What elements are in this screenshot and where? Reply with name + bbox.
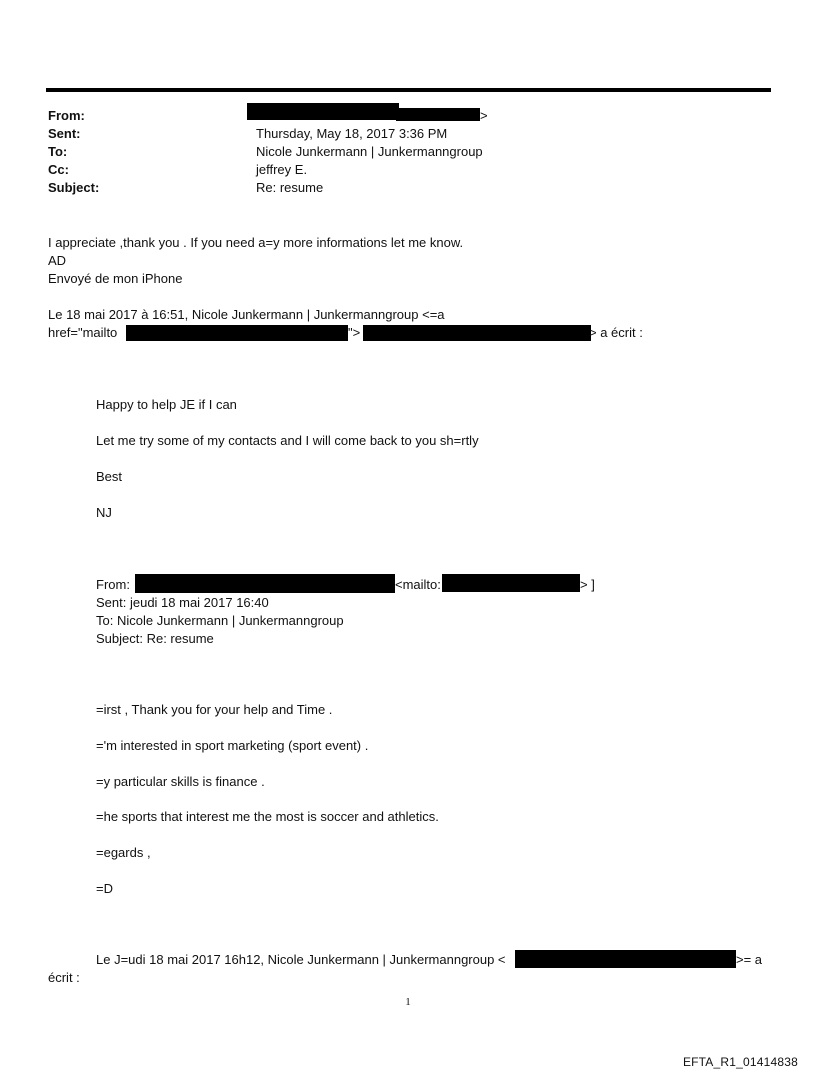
redaction-quote2-from-email (442, 574, 580, 592)
subject-label: Subject: (48, 180, 100, 195)
to-value: Nicole Junkermann | Junkermanngroup (256, 144, 483, 159)
quote2-body-line: =egards , (96, 845, 151, 860)
redaction-mailto-address (126, 325, 348, 341)
quote1-intro-line-1: Le 18 mai 2017 à 16:51, Nicole Junkermann | Junkermanngroup <=a (48, 307, 445, 322)
quote2-body-line: =irst , Thank you for your help and Time . (96, 702, 333, 717)
sent-value: Thursday, May 18, 2017 3:36 PM (256, 126, 448, 141)
quote2-to: To: Nicole Junkermann | Junkermanngroup (96, 613, 344, 628)
page-number: 1 (405, 996, 411, 1008)
quote2-from-end: > ] (580, 577, 595, 592)
quote2-subject: Subject: Re: resume (96, 631, 214, 646)
quote1-body-line: Happy to help JE if I can (96, 397, 237, 412)
redaction-quote2-from-name (135, 574, 395, 593)
redaction-from-email (396, 108, 480, 121)
cc-label: Cc: (48, 162, 69, 177)
quote2-sent: Sent: jeudi 18 mai 2017 16:40 (96, 595, 269, 610)
quote1-intro-line-2-mid: "> (348, 325, 361, 340)
reply-line-1: I appreciate ,thank you . If you need a=y more informations let me know. (48, 235, 464, 250)
sent-label: Sent: (48, 126, 81, 141)
quote2-footer-line-1-start: Le J=udi 18 mai 2017 16h12, Nicole Junkermann | Junkermanngroup < (96, 952, 506, 967)
quote2-body-line: =he sports that interest me the most is soccer and athletics. (96, 809, 439, 824)
quote2-from-mailto: <mailto: (395, 577, 441, 592)
redaction-footer-address (515, 950, 736, 968)
subject-value: Re: resume (256, 180, 324, 195)
reply-line-2: AD (48, 253, 67, 268)
bates-number: EFTA_R1_01414838 (682, 1055, 798, 1069)
quote1-body-line: Let me try some of my contacts and I will come back to you sh=rtly (96, 433, 479, 448)
quote1-body-line: Best (96, 469, 123, 484)
quote2-body-line: ='m interested in sport marketing (sport event) . (96, 738, 369, 753)
quote2-body-line: =y particular skills is finance . (96, 774, 265, 789)
quote2-footer-line-1-end: >= a (736, 952, 763, 967)
header-rule (46, 88, 771, 92)
quote2-body-line: =D (96, 881, 113, 896)
quote2-from-label: From: (96, 577, 130, 592)
quote1-intro-line-2-start: href="mailto (48, 325, 118, 340)
quote1-body-line: NJ (96, 505, 112, 520)
quote1-intro-line-2-end: > a écrit : (589, 325, 643, 340)
cc-value: jeffrey E. (256, 162, 308, 177)
to-label: To: (48, 144, 68, 159)
from-label: From: (48, 108, 85, 123)
reply-line-3: Envoyé de mon iPhone (48, 271, 183, 286)
redaction-from-name (247, 103, 399, 120)
redaction-display-address (363, 325, 591, 341)
quote2-footer-line-2: écrit : (48, 970, 80, 985)
from-value-suffix: > (480, 108, 488, 123)
